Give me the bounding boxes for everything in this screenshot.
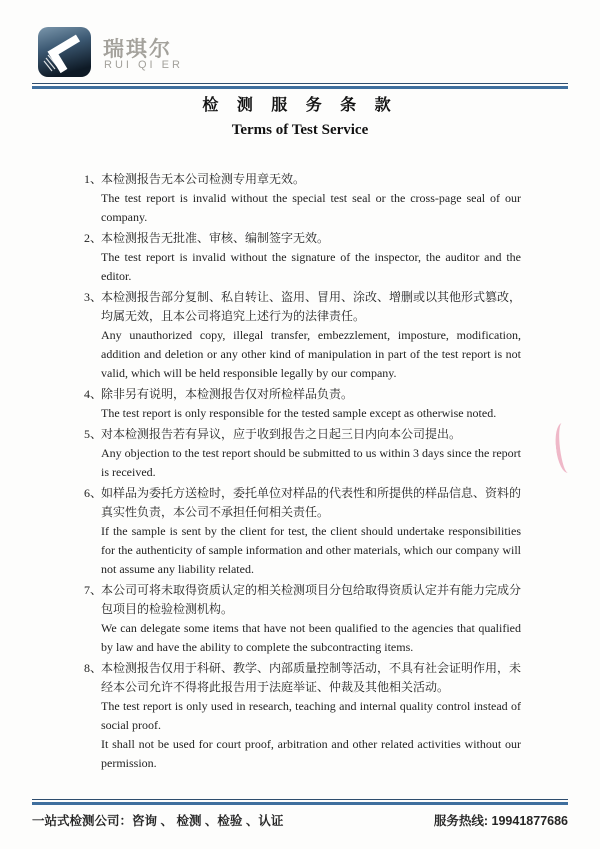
term-item-6 — [84, 484, 521, 579]
term-number: 6、 — [84, 486, 103, 500]
term-number: 4、 — [84, 387, 103, 401]
term-text-en: Any unauthorized copy, illegal transfer, embezzlement, imposture, modification, addition and deletion or any other kind of manipulation in part of the test report is not valid, which will be held responsible legally by our company. — [101, 328, 521, 380]
term-item-8 — [84, 659, 521, 773]
term-number: 3、 — [84, 290, 103, 304]
term-text-zh: 本检测报告无本公司检测专用章无效。 — [101, 172, 306, 186]
term-number: 5、 — [84, 427, 103, 441]
header-divider — [32, 83, 568, 89]
term-number: 7、 — [84, 583, 103, 597]
term-item-1 — [84, 170, 521, 227]
term-item-2 — [84, 229, 521, 286]
seal-edge-mark — [553, 422, 577, 474]
footer-hotline-text: 服务热线: 19941877686 — [433, 814, 568, 828]
ruiqier-arrow-logo-icon — [38, 27, 91, 77]
term-text-en: The test report is only used in research, teaching and internal quality control instead of social proof. — [101, 699, 521, 732]
term-text-zh: 本检测报告仅用于科研、教学、内部质量控制等活动，不具有社会证明作用，未经本公司允许不得将此报告用于法庭举证、仲裁及其他相关活动。 — [101, 661, 522, 694]
brand-name-cn: 瑞琪尔 — [103, 38, 172, 61]
terms-list — [84, 170, 521, 775]
term-item-5 — [84, 425, 521, 482]
term-number: 2、 — [84, 231, 103, 245]
footer — [32, 811, 568, 829]
term-text-zh: 如样品为委托方送检时，委托单位对样品的代表性和所提供的样品信息、资料的真实性负责，本公司不承担任何相关责任。 — [101, 486, 522, 519]
term-text-en2: It shall not be used for court proof, arbitration and other related activities without our permission. — [101, 737, 521, 770]
term-text-zh: 本检测报告部分复制、私自转让、盗用、冒用、涂改、增删或以其他形式篡改，均属无效，且本公司将追究上述行为的法律责任。 — [101, 290, 522, 323]
term-text-en: We can delegate some items that have not been qualified to the agencies that qualified by law and have the ability to complete the subcontracting items. — [101, 621, 521, 654]
page-title-en: Terms of Test Service — [231, 122, 369, 138]
term-text-en: If the sample is sent by the client for test, the client should undertake responsibilities for the authenticity of sample information and other materials, which our company will not assume any liability related. — [101, 524, 521, 576]
brand-name-en: RUI QI ER — [104, 59, 183, 71]
term-text-zh: 对本检测报告若有异议，应于收到报告之日起三日内向本公司提出。 — [101, 427, 462, 441]
term-text-zh: 本检测报告无批准、审核、编制签字无效。 — [101, 231, 330, 245]
term-number: 8、 — [84, 661, 103, 675]
term-item-4 — [84, 385, 521, 423]
term-number: 1、 — [84, 172, 103, 186]
term-text-zh: 本公司可将未取得资质认定的相关检测项目分包给取得资质认定并有能力完成分包项目的检验检测机构。 — [101, 583, 522, 616]
term-item-7 — [84, 581, 521, 657]
term-text-en: Any objection to the test report should be submitted to us within 3 days since the report is received. — [101, 446, 521, 479]
term-text-zh: 除非另有说明，本检测报告仅对所检样品负责。 — [101, 387, 354, 401]
term-item-3 — [84, 288, 521, 383]
term-text-en: The test report is only responsible for the tested sample except as otherwise noted. — [101, 406, 497, 420]
page-title-cn: 检 测 服 务 条 款 — [202, 97, 398, 114]
footer-services-text: 一站式检测公司：咨询 、 检测 、检验 、认证 — [32, 814, 284, 828]
term-text-en: The test report is invalid without the special test seal or the cross-page seal of our company. — [101, 191, 521, 224]
footer-divider — [32, 799, 568, 805]
term-text-en: The test report is invalid without the signature of the inspector, the auditor and the editor. — [101, 250, 521, 283]
